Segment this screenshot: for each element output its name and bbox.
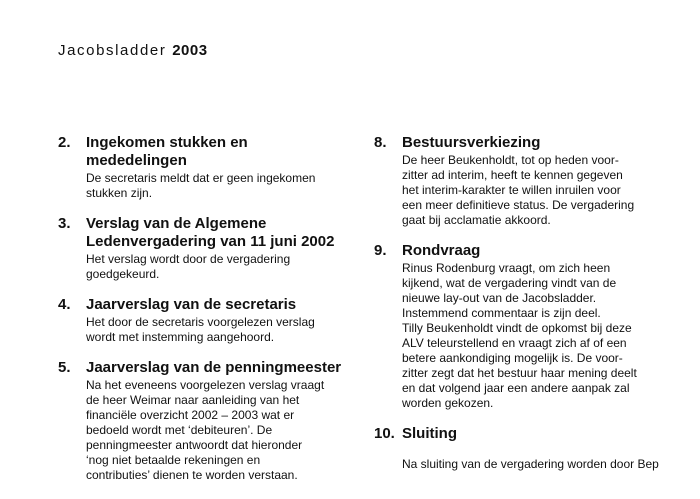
item-heading: Sluiting <box>402 425 457 442</box>
header-year: 2003 <box>172 42 208 59</box>
running-header <box>58 42 208 59</box>
agenda-item-8 <box>374 134 674 228</box>
agenda-item-3 <box>58 215 358 282</box>
item-heading: Rondvraag <box>402 242 481 259</box>
item-number: 5. <box>58 359 71 376</box>
agenda-item-9 <box>374 242 674 411</box>
item-body: Het door de secretaris voorgelezen verslag wordt met instemming aangehoord. <box>86 315 315 344</box>
item-body: Het verslag wordt door de vergadering goedgekeurd. <box>86 252 291 281</box>
agenda-item-4 <box>58 296 358 345</box>
item-number: 2. <box>58 134 71 151</box>
item-heading: Jaarverslag van de penningmeester <box>86 359 342 376</box>
item-number: 4. <box>58 296 71 313</box>
agenda-item-10 <box>374 425 674 472</box>
left-column <box>58 134 358 497</box>
item-heading: Bestuursverkiezing <box>402 134 541 151</box>
item-number: 8. <box>374 134 387 151</box>
item-number: 10. <box>374 425 395 442</box>
item-body: De heer Beukenholdt, tot op heden voor- zitter ad interim, heeft te kennen gegeven het interim-karakter te willen inruilen voor een meer definitieve status. De vergadering gaat bij acclamatie akkoord. <box>402 153 635 227</box>
right-column <box>374 134 674 486</box>
item-heading: Ingekomen stukken en mededelingen <box>86 134 248 169</box>
item-number: 3. <box>58 215 71 232</box>
item-body: Rinus Rodenburg vraagt, om zich heen kijkend, wat de vergadering vindt van de nieuwe lay-out van de Jacobsladder. Instemmend commentaar is zijn deel. Tilly Beukenholdt vindt de opkomst bij deze ALV teleurstellend en vraagt zich af of een betere aankondiging mogelijk is. De voor- zitter zegt dat het bestuur haar mening deelt en dat volgend jaar een andere aanpak zal worden gekozen. <box>402 261 637 410</box>
closing-paragraph: Na sluiting van de vergadering worden door Bep <box>402 457 659 471</box>
item-body: De secretaris meldt dat er geen ingekomen stukken zijn. <box>86 171 316 200</box>
item-heading: Verslag van de Algemene Ledenvergadering van 11 juni 2002 <box>86 215 335 250</box>
item-body: Na het eveneens voorgelezen verslag vraagt de heer Weimar naar aanleiding van het financiële overzicht 2002 – 2003 wat er bedoeld wordt met ‘debiteuren’. De penningmeester antwoordt dat hieronder ‘nog niet betaalde rekeningen en contributies’ dienen te worden verstaan. <box>86 378 325 482</box>
item-number: 9. <box>374 242 387 259</box>
header-title: Jacobsladder <box>58 42 167 59</box>
agenda-item-2 <box>58 134 358 201</box>
item-heading: Jaarverslag van de secretaris <box>86 296 297 313</box>
agenda-item-5 <box>58 359 358 483</box>
